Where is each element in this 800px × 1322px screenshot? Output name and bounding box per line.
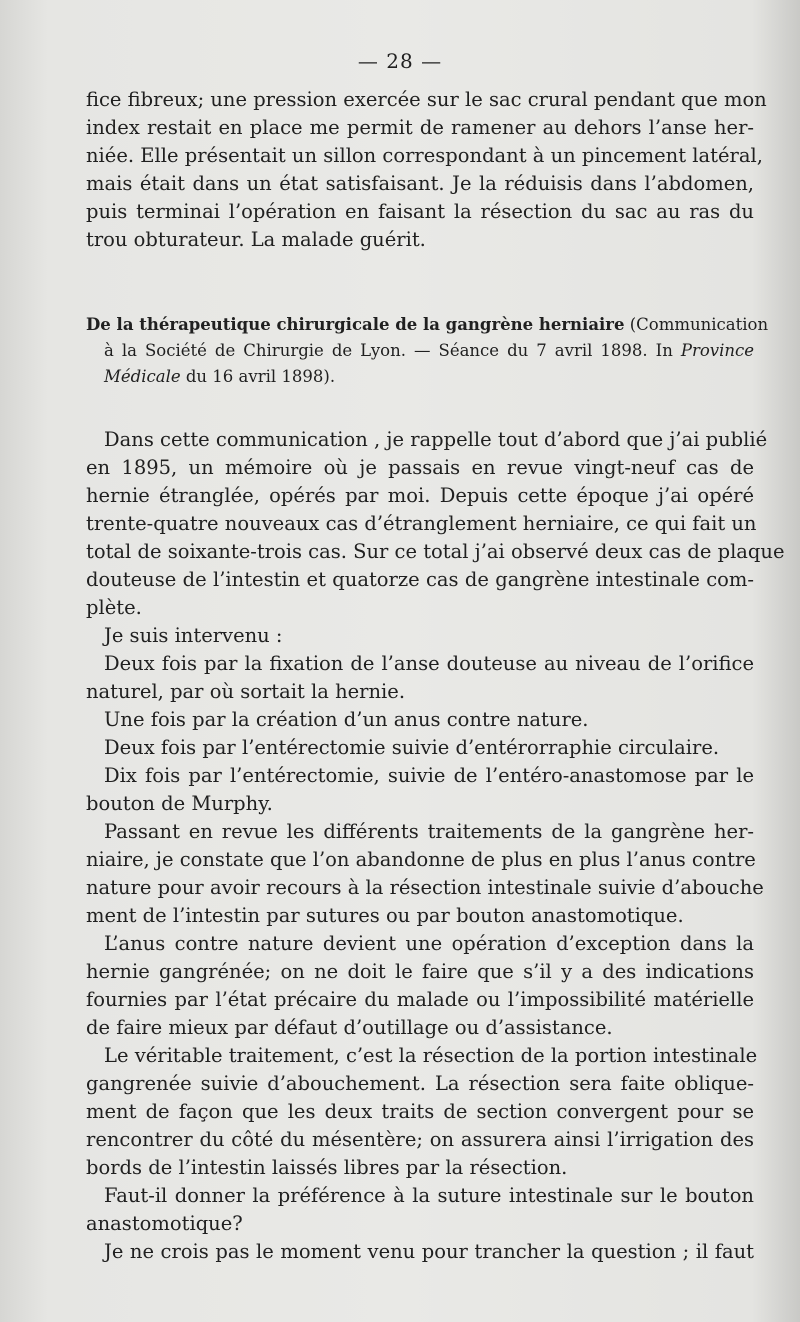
text-line: nature pour avoir recours à la résection intestinale suivie d’abouche — [86, 876, 764, 899]
text-line: Deux fois par l’entérectomie suivie d’entérorraphie circulaire. — [104, 736, 720, 759]
text-line: Passant en revue les différents traitements de la gangrène her- — [104, 820, 754, 843]
text-line: mais était dans un état satisfaisant. Je la réduisis dans l’abdomen, — [86, 172, 754, 195]
text-line: fice fibreux; une pression exercée sur le sac crural pendant que mon — [86, 88, 767, 111]
text-line: Le véritable traitement, c’est la résection de la portion intestinale — [104, 1044, 758, 1067]
text-line: fournies par l’état précaire du malade ou l’impossibilité matérielle — [86, 988, 754, 1011]
text-line: niaire, je constate que l’on abandonne de plus en plus l’anus contre — [86, 848, 756, 871]
text-line: douteuse de l’intestin et quatorze cas de gangrène intestinale com- — [86, 568, 754, 591]
text-line: trente-quatre nouveaux cas d’étranglement herniaire, ce qui fait un — [86, 512, 757, 535]
text-line: Deux fois par la fixation de l’anse douteuse au niveau de l’orifice — [104, 652, 754, 675]
text-line: trou obturateur. La malade guérit. — [86, 228, 426, 251]
heading-title: De la thérapeutique chirurgicale de la gangrène herniaire — [86, 315, 625, 334]
text-line: Je suis intervenu : — [104, 624, 283, 647]
text-line: hernie gangrénée; on ne doit le faire que s’il y a des indications — [86, 960, 754, 983]
body-text — [86, 426, 785, 1266]
text-line: hernie étranglée, opérés par moi. Depuis cette époque j’ai opéré — [86, 484, 754, 507]
text-line: anastomotique? — [86, 1212, 243, 1235]
text-line: total de soixante-trois cas. Sur ce total j’ai observé deux cas de plaque — [86, 540, 785, 563]
text-line: rencontrer du côté du mésentère; on assurera ainsi l’irrigation des — [86, 1128, 754, 1151]
heading-date: du 16 avril 1898). — [180, 367, 336, 386]
text-line: Dix fois par l’entérectomie, suivie de l’entéro-anastomose par le — [104, 764, 754, 787]
text-line: ment de l’intestin par sutures ou par bouton anastomotique. — [86, 904, 684, 927]
text-line: plète. — [86, 596, 142, 619]
heading-journal-b: Médicale — [104, 367, 181, 386]
text-line: Dans cette communication , je rappelle tout d’abord que j’ai publié — [104, 428, 768, 451]
text-line: index restait en place me permit de ramener au dehors l’anse her- — [86, 116, 754, 139]
intro-paragraph — [86, 86, 767, 254]
text-line: ment de façon que les deux traits de section convergent pour se — [86, 1100, 754, 1123]
text-line: niée. Elle présentait un sillon correspondant à un pincement latéral, — [86, 144, 763, 167]
text-line: bords de l’intestin laissés libres par la résection. — [86, 1156, 568, 1179]
page-number: — 28 — — [357, 49, 443, 73]
text-line: bouton de Murphy. — [86, 792, 273, 815]
text-line: Une fois par la création d’un anus contre nature. — [104, 708, 589, 731]
heading-journal-a: Province — [680, 341, 754, 360]
text-line: Je ne crois pas le moment venu pour trancher la question ; il faut — [104, 1240, 754, 1263]
text-line: L’anus contre nature devient une opération d’exception dans la — [104, 932, 754, 955]
text-line: gangrenée suivie d’abouchement. La résection sera faite oblique- — [86, 1072, 754, 1095]
heading-line-3 — [86, 364, 754, 390]
text-line: naturel, par où sortait la hernie. — [86, 680, 406, 703]
text-line: Faut-il donner la préférence à la suture intestinale sur le bouton — [104, 1184, 754, 1207]
heading-society: à la Société de Chirurgie de Lyon. — Séance du 7 avril 1898. In — [104, 341, 681, 360]
text-line: puis terminai l’opération en faisant la résection du sac au ras du — [86, 200, 754, 223]
text-line: en 1895, un mémoire où je passais en revue vingt-neuf cas de — [86, 456, 754, 479]
heading-line-1 — [86, 312, 769, 338]
heading-line-2 — [86, 338, 754, 364]
heading-title-rest: (Communication — [624, 315, 769, 334]
section-heading — [86, 312, 769, 390]
text-line: de faire mieux par défaut d’outillage ou d’assistance. — [86, 1016, 613, 1039]
